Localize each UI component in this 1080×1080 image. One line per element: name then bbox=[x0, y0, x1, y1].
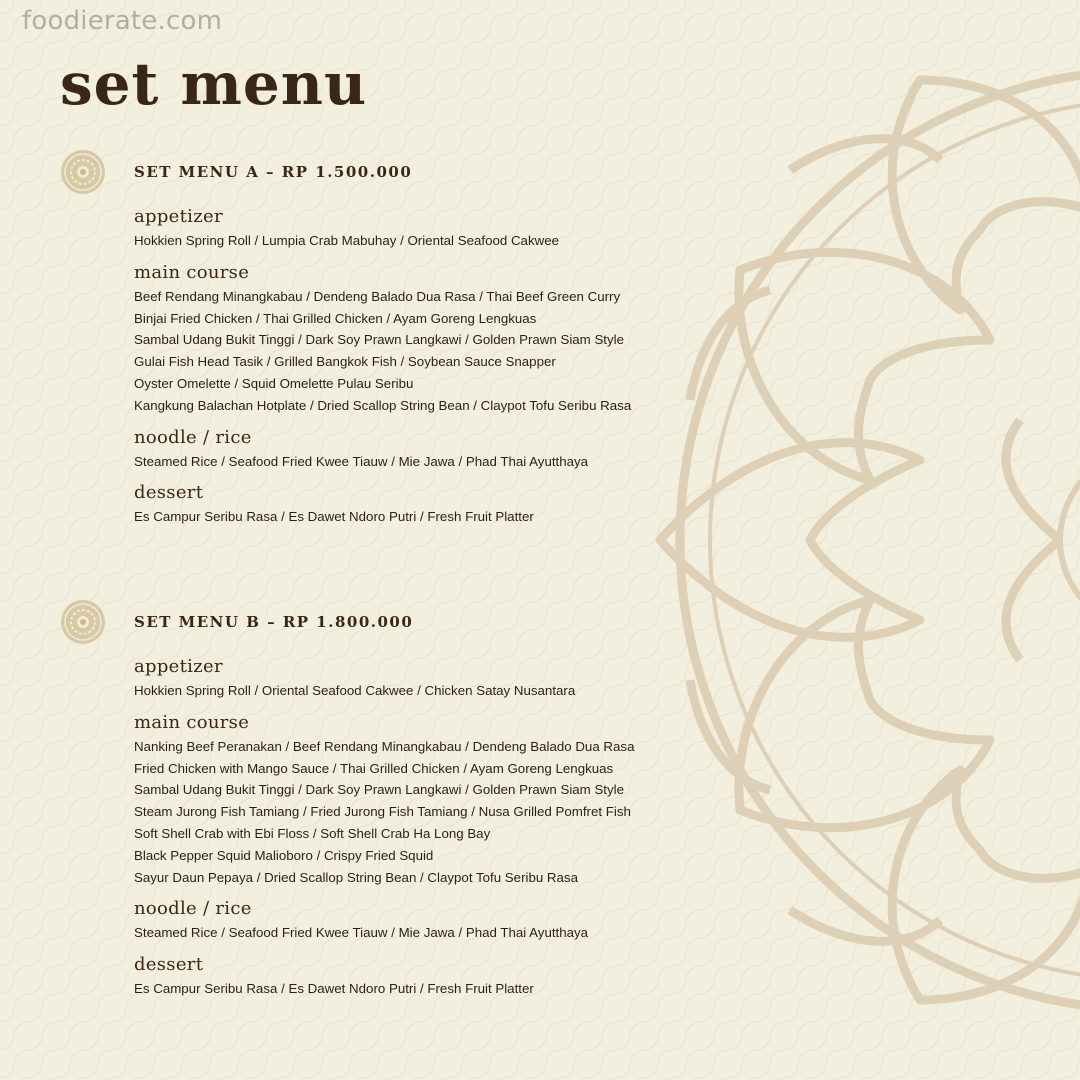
course-noodle-rice bbox=[134, 427, 700, 473]
course-appetizer bbox=[134, 206, 700, 252]
menu-item-line: Fried Chicken with Mango Sauce / Thai Grilled Chicken / Ayam Goreng Lengkuas bbox=[134, 760, 614, 776]
menu-item-line: Es Campur Seribu Rasa / Es Dawet Ndoro Putri / Fresh Fruit Platter bbox=[134, 981, 534, 997]
page-title: set menu bbox=[60, 50, 368, 118]
medallion-icon bbox=[60, 149, 106, 195]
set-heading: SET MENU B – RP 1.800.000 bbox=[134, 613, 414, 631]
course-dessert bbox=[134, 482, 700, 528]
set-header bbox=[60, 598, 700, 646]
menu-item-line: Beef Rendang Minangkabau / Dendeng Balado Dua Rasa / Thai Beef Green Curry bbox=[134, 288, 621, 304]
course-noodle-rice bbox=[134, 898, 700, 944]
menu-item-line: Kangkung Balachan Hotplate / Dried Scallop String Bean / Claypot Tofu Seribu Rasa bbox=[134, 397, 632, 413]
course-dessert bbox=[134, 954, 700, 1000]
set-menu-a bbox=[60, 148, 700, 528]
set-menu-b bbox=[60, 598, 700, 1000]
course-title: dessert bbox=[134, 482, 204, 504]
menu-item-line: Hokkien Spring Roll / Oriental Seafood Cakwee / Chicken Satay Nusantara bbox=[134, 683, 576, 698]
course-title: dessert bbox=[134, 954, 204, 976]
menu-item-line: Black Pepper Squid Malioboro / Crispy Fried Squid bbox=[134, 847, 434, 863]
course-title: appetizer bbox=[134, 656, 223, 677]
course-main bbox=[134, 712, 700, 889]
menu-item-line: Steamed Rice / Seafood Fried Kwee Tiauw / Mie Jawa / Phad Thai Ayutthaya bbox=[134, 453, 589, 469]
menu-item-line: Sambal Udang Bukit Tinggi / Dark Soy Prawn Langkawi / Golden Prawn Siam Style bbox=[134, 332, 625, 348]
course-appetizer bbox=[134, 656, 700, 702]
course-title: appetizer bbox=[134, 206, 223, 227]
menu-item-line: Sayur Daun Pepaya / Dried Scallop String Bean / Claypot Tofu Seribu Rasa bbox=[134, 869, 578, 885]
course-main bbox=[134, 262, 700, 417]
course-title: main course bbox=[134, 711, 250, 733]
menu-item-line: Oyster Omelette / Squid Omelette Pulau Seribu bbox=[134, 375, 414, 391]
menu-item-line: Sambal Udang Bukit Tinggi / Dark Soy Prawn Langkawi / Golden Prawn Siam Style bbox=[134, 782, 625, 798]
menu-item-line: Hokkien Spring Roll / Lumpia Crab Mabuhay / Oriental Seafood Cakwee bbox=[134, 233, 559, 248]
medallion-icon bbox=[60, 599, 106, 645]
menu-item-line: Es Campur Seribu Rasa / Es Dawet Ndoro Putri / Fresh Fruit Platter bbox=[134, 509, 534, 525]
menu-item-line: Binjai Fried Chicken / Thai Grilled Chicken / Ayam Goreng Lengkuas bbox=[134, 310, 537, 326]
course-title: main course bbox=[134, 261, 250, 283]
menu-item-line: Nanking Beef Peranakan / Beef Rendang Minangkabau / Dendeng Balado Dua Rasa bbox=[134, 738, 635, 754]
set-heading: SET MENU A – RP 1.500.000 bbox=[134, 163, 413, 181]
menu-item-line: Soft Shell Crab with Ebi Floss / Soft Shell Crab Ha Long Bay bbox=[134, 825, 491, 841]
menu-item-line: Steam Jurong Fish Tamiang / Fried Jurong Fish Tamiang / Nusa Grilled Pomfret Fish bbox=[134, 804, 631, 820]
course-title: noodle / rice bbox=[134, 426, 252, 448]
menu-item-line: Gulai Fish Head Tasik / Grilled Bangkok Fish / Soybean Sauce Snapper bbox=[134, 354, 556, 370]
set-header bbox=[60, 148, 700, 196]
course-title: noodle / rice bbox=[134, 898, 252, 920]
menu-item-line: Steamed Rice / Seafood Fried Kwee Tiauw / Mie Jawa / Phad Thai Ayutthaya bbox=[134, 925, 589, 941]
watermark: foodierate.com bbox=[22, 6, 223, 36]
